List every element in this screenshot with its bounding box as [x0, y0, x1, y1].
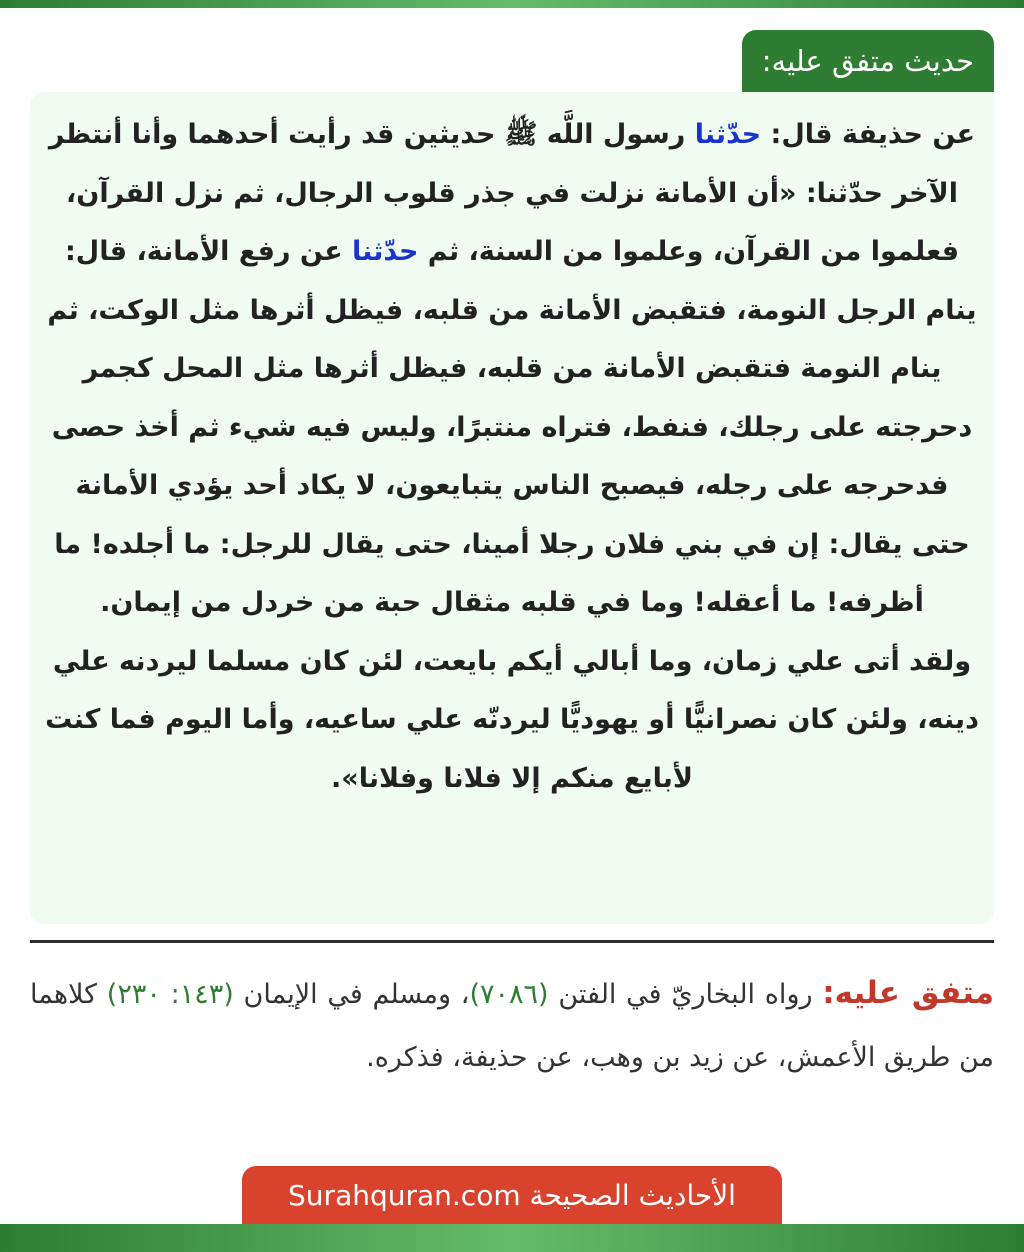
top-accent-bar [0, 0, 1024, 8]
hadith-segment: رسول اللَّه ﷺ حديثين قد رأيت أحدهما وأنا أنتظر الآخر حدّثنا: «أن الأمانة نزلت في جذر قلوب الرجال، ثم نزل القرآن، فعلموا من القرآن، وعلموا من السنة، ثم [48, 119, 959, 267]
hadith-segment: ولقد أتى علي زمان، وما أبالي أيكم بايعت، لئن كان مسلما ليردنه علي دينه، ولئن كان نصرانيًّا أو يهوديًّا ليردنّه علي ساعيه، وأما اليوم فما كنت لأبايع منكم إلا فلانا وفلانا». [45, 645, 979, 794]
takhrij-label: متفق عليه: [822, 975, 995, 1011]
takhrij-segment: كلاهما من طريق الأعمش، عن زيد بن وهب، عن حذيفة، فذكره. [30, 979, 994, 1073]
narration-link[interactable]: حدّثنا [352, 236, 419, 267]
hadith-segment: عن حذيفة قال: [761, 119, 976, 150]
hadith-type-badge: حديث متفق عليه: [742, 30, 994, 92]
bukhari-reference: (٧٠٨٦) [469, 979, 549, 1010]
takhrij-segment: ، ومسلم في الإيمان [233, 979, 470, 1010]
section-divider [30, 940, 994, 943]
site-badge[interactable]: الأحاديث الصحيحة Surahquran.com [242, 1166, 782, 1224]
narration-link[interactable]: حدّثنا [694, 119, 762, 150]
takhrij-segment: رواه البخاريّ في الفتن [548, 979, 823, 1010]
muslim-reference: (١٤٣: ٢٣٠) [106, 979, 234, 1010]
hadith-segment: عن رفع الأمانة، قال: ينام الرجل النومة، فتقبض الأمانة من قلبه، فيظل أثرها مثل الوكت، ثم ينام النومة فتقبض الأمانة من قلبه، فيظل أثرها مثل المحل كجمر دحرجته على رجلك، فنفط، فتراه منتبرًا، وليس فيه شيء ثم أخذ حصى فدحرجه على رجله، فيصبح الناس يتبايعون، لا يكاد أحد يؤدي الأمانة حتى يقال: إن في بني فلان رجلا أمينا، حتى يقال للرجل: ما أجلده! ما أظرفه! ما أعقله! وما في قلبه مثقال حبة من خردل من إيمان. [47, 236, 977, 618]
hadith-text-box [30, 92, 994, 924]
takhrij-text [30, 962, 994, 1089]
hadith-text [44, 106, 980, 808]
bottom-accent-bar [0, 1224, 1024, 1252]
